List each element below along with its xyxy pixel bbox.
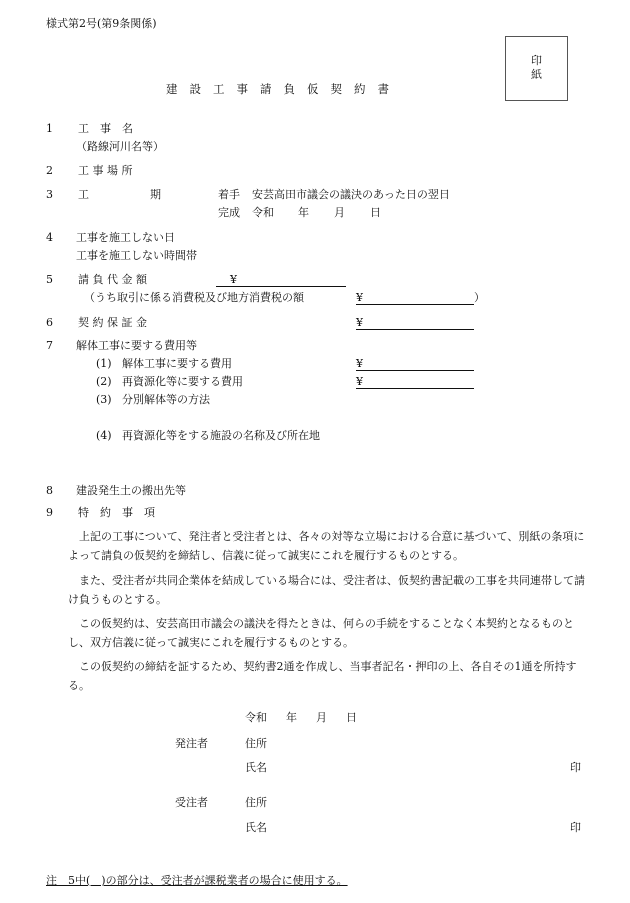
- paragraph-1: 上記の工事について、発注者と受注者とは、各々の対等な立場における合意に基づいて、別紙の条項によって請負の仮契約を締結し、信義に従って誠実にこれを履行するものとする。: [68, 530, 585, 562]
- contractor-label: 受注者: [175, 796, 208, 809]
- demolition-cost-yen: ¥: [356, 357, 363, 370]
- deposit-yen: ¥: [356, 316, 363, 329]
- contractor-seal-mark: 印: [570, 821, 581, 834]
- tax-label: （うち取引に係る消費税及び地方消費税の額: [84, 291, 304, 304]
- item-7-sub-4-number: (4): [96, 429, 112, 442]
- item-3-label-b: 期: [150, 188, 161, 201]
- start-text: 安芸高田市議会の議決のあった日の翌日: [252, 188, 450, 201]
- item-2-label: 工 事 場 所: [78, 164, 133, 177]
- end-year: 年: [298, 206, 309, 219]
- item-8-label: 建設発生土の搬出先等: [76, 484, 186, 497]
- stamp-label-1: 印: [531, 54, 542, 67]
- item-7-sub-2-label: 再資源化等に要する費用: [122, 375, 243, 388]
- deposit-line: [356, 329, 474, 330]
- end-month: 月: [334, 206, 345, 219]
- item-1-sublabel: （路線河川名等）: [76, 140, 164, 153]
- item-5-label: 請 負 代 金 額: [78, 273, 147, 286]
- orderer-label: 発注者: [175, 737, 208, 750]
- item-1-number: 1: [46, 122, 53, 135]
- item-4-line-1: 工事を施工しない日: [76, 231, 175, 244]
- item-7-sub-1-number: (1): [96, 357, 112, 370]
- paragraph-2: また、受注者が共同企業体を結成している場合には、受注者は、仮契約書記載の工事を共同連帯して請け負うものとする。: [68, 574, 585, 606]
- orderer-address-label: 住所: [245, 737, 267, 750]
- item-7-sub-2-number: (2): [96, 375, 112, 388]
- contract-amount-line: [216, 286, 346, 287]
- paragraph-3: この仮契約は、安芸高田市議会の議決を得たときは、何らの手続をすることなく本契約となるものとし、双方信義に従って誠実にこれを履行するものとする。: [68, 617, 574, 649]
- item-7-sub-1-label: 解体工事に要する費用: [122, 357, 232, 370]
- item-6-label: 契 約 保 証 金: [78, 316, 147, 329]
- contract-amount-yen: ¥: [230, 273, 237, 286]
- orderer-seal-mark: 印: [570, 761, 581, 774]
- stamp-label-2: 紙: [531, 68, 542, 81]
- contractor-name-label: 氏名: [245, 821, 267, 834]
- tax-close-paren: ）: [474, 291, 485, 304]
- item-9-number: 9: [46, 506, 53, 519]
- sign-date-month: 月: [316, 711, 327, 724]
- item-2-number: 2: [46, 164, 53, 177]
- recycling-cost-line: [356, 388, 474, 389]
- contractor-address-label: 住所: [245, 796, 267, 809]
- item-6-number: 6: [46, 316, 53, 329]
- demolition-cost-line: [356, 370, 474, 371]
- item-1-label: 工 事 名: [78, 122, 133, 135]
- item-3-label-a: 工: [78, 188, 89, 201]
- form-number: 様式第2号(第9条関係): [46, 17, 157, 30]
- item-4-number: 4: [46, 231, 53, 244]
- item-9-label: 特 約 事 項: [78, 506, 155, 519]
- paragraph-4: この仮契約の締結を証するため、契約書2通を作成し、当事者記名・押印の上、各自その1通を所持する。: [68, 660, 577, 692]
- sign-date-era: 令和: [245, 711, 267, 724]
- end-era: 令和: [252, 206, 274, 219]
- orderer-name-label: 氏名: [245, 761, 267, 774]
- footnote: 注 5中( )の部分は、受注者が課税業者の場合に使用する。: [46, 874, 348, 887]
- item-3-number: 3: [46, 188, 53, 201]
- revenue-stamp-box: [505, 36, 568, 101]
- item-8-number: 8: [46, 484, 53, 497]
- item-7-label: 解体工事に要する費用等: [76, 339, 197, 352]
- start-label: 着手: [218, 188, 240, 201]
- end-day: 日: [370, 206, 381, 219]
- tax-line: [356, 304, 474, 305]
- item-7-number: 7: [46, 339, 53, 352]
- tax-yen: ¥: [356, 291, 363, 304]
- item-4-line-2: 工事を施工しない時間帯: [76, 249, 197, 262]
- item-5-number: 5: [46, 273, 53, 286]
- recycling-cost-yen: ¥: [356, 375, 363, 388]
- sign-date-year: 年: [286, 711, 297, 724]
- end-label: 完成: [218, 206, 240, 219]
- item-7-sub-3-number: (3): [96, 393, 112, 406]
- document-title: 建設工事請負仮契約書: [166, 82, 401, 96]
- item-7-sub-3-label: 分別解体等の方法: [122, 393, 210, 406]
- sign-date-day: 日: [346, 711, 357, 724]
- item-7-sub-4-label: 再資源化等をする施設の名称及び所在地: [122, 429, 320, 442]
